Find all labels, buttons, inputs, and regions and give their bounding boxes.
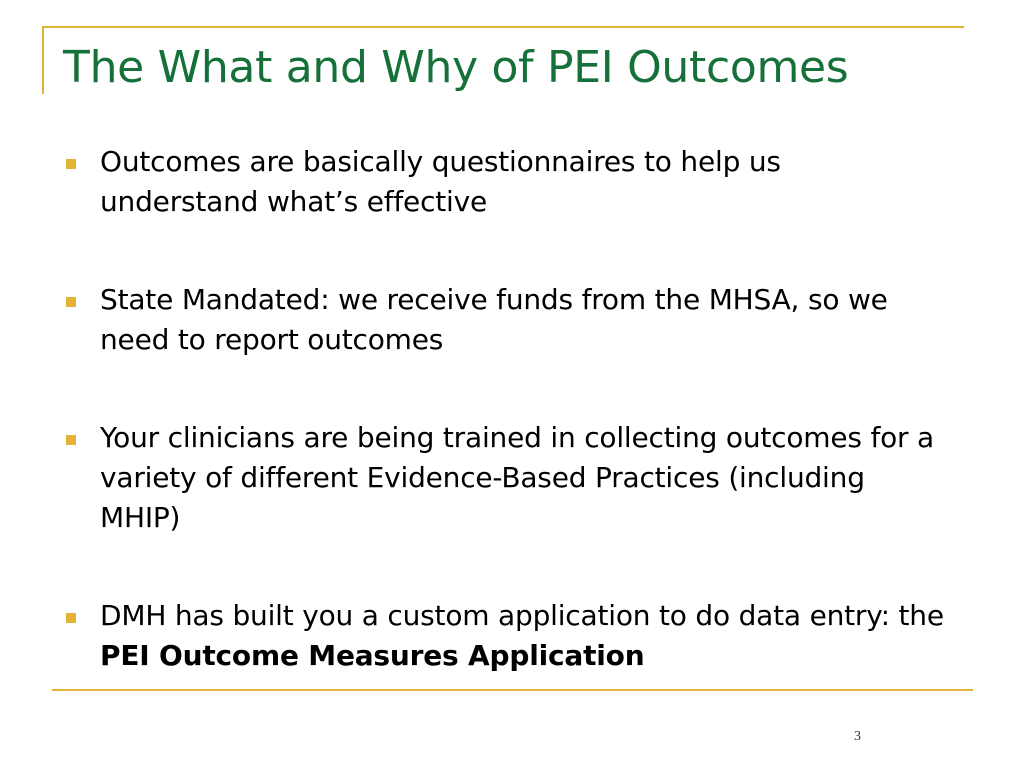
bullet-text: State Mandated: we receive funds from the MHSA, so we need to report outcomes [100,283,888,356]
bullet-item [66,418,946,538]
title-frame-left-rule [42,26,44,94]
bullet-item [66,142,946,222]
square-bullet-icon [66,435,76,445]
bullet-item [66,596,946,676]
bullet-text: Outcomes are basically questionnaires to help us understand what’s effective [100,145,781,218]
square-bullet-icon [66,297,76,307]
square-bullet-icon [66,613,76,623]
page-number: 3 [854,729,861,744]
title-frame-top-rule [42,26,964,28]
footer-rule [52,689,973,691]
bullet-list [66,142,946,734]
bullet-item [66,280,946,360]
bullet-text: Your clinicians are being trained in collecting outcomes for a variety of different Evidence-Based Practices (including MHIP) [100,421,935,534]
application-name: PEI Outcome Measures Application [100,639,645,672]
slide-title: The What and Why of PEI Outcomes [63,42,849,93]
square-bullet-icon [66,159,76,169]
bullet-text: DMH has built you a custom application to do data entry: the [100,599,944,632]
